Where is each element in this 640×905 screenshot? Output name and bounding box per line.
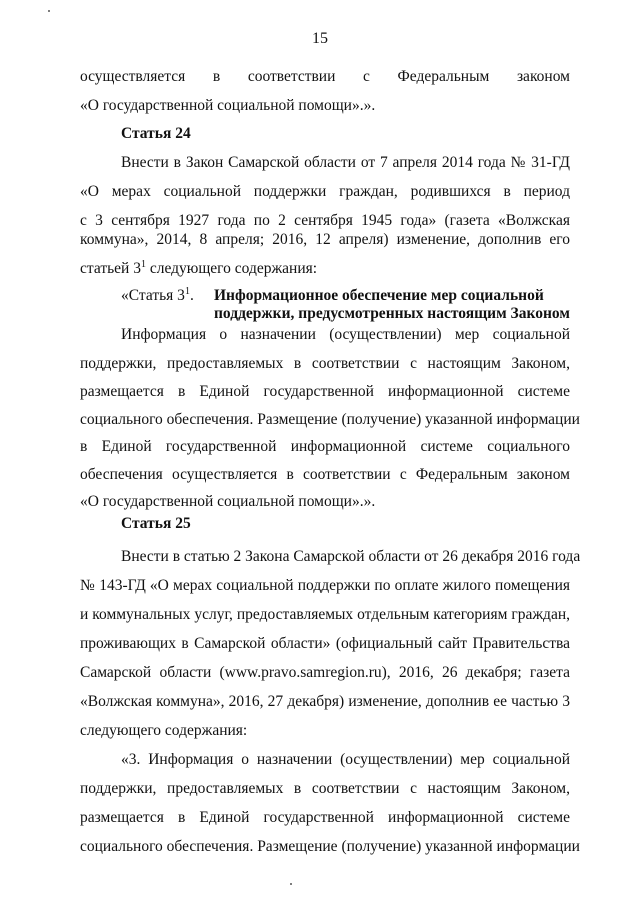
text-line: следующего содержания: (80, 722, 248, 739)
superscript: 1 (184, 285, 190, 297)
sub-article-title: Информационное обеспечение мер социальной (214, 287, 544, 304)
text-line: поддержки, предоставляемых в соответствии с настоящим Законом, (80, 780, 570, 797)
text-line (80, 260, 317, 278)
text-fragment: . (189, 287, 194, 304)
text-line: и коммунальных услуг, предоставляемых отдельным категориям граждан, (80, 606, 570, 623)
text-fragment: статьей 3 (80, 260, 141, 277)
text-line: размещается в Единой государственной информационной системе (80, 383, 570, 400)
article-heading: Статья 24 (121, 125, 191, 142)
sub-article-title: поддержки, предусмотренных настоящим Законом (214, 305, 570, 322)
text-fragment: «Статья 3 (121, 287, 185, 304)
text-line: размещается в Единой государственной информационной системе (80, 809, 570, 826)
superscript: 1 (140, 258, 146, 270)
text-line: «О государственной социальной помощи».». (80, 493, 376, 510)
text-line: социального обеспечения. Размещение (получение) указанной информации (80, 411, 580, 428)
text-line: коммуна», 2014, 8 апреля; 2016, 12 апреля) изменение, дополнив его (80, 231, 570, 248)
text-line: «О мерах социальной поддержки граждан, родившихся в период (80, 183, 570, 200)
text-line: «Волжская коммуна», 2016, 27 декабря) изменение, дополнив ее частью 3 (80, 693, 570, 710)
text-line: осуществляется в соответствии с Федеральным законом (80, 68, 570, 85)
text-line: Внести в Закон Самарской области от 7 апреля 2014 года № 31-ГД (121, 154, 570, 171)
page-number: 15 (312, 30, 328, 47)
text-line: социального обеспечения. Размещение (получение) указанной информации (80, 838, 580, 855)
text-line: с 3 сентября 1927 года по 2 сентября 1945 года» (газета «Волжская (80, 212, 570, 229)
text-line: «3. Информация о назначении (осуществлении) мер социальной (121, 751, 570, 768)
text-line: № 143-ГД «О мерах социальной поддержки по оплате жилого помещения (80, 577, 570, 594)
text-line: в Единой государственной информационной системе социального (80, 438, 570, 455)
text-fragment: следующего содержания: (145, 260, 318, 277)
scan-speck (290, 883, 292, 885)
text-line: «О государственной социальной помощи».». (80, 97, 376, 114)
text-line: проживающих в Самарской области» (официальный сайт Правительства (80, 635, 570, 652)
text-line: Внести в статью 2 Закона Самарской области от 26 декабря 2016 года (121, 548, 581, 565)
sub-article-label (121, 287, 194, 305)
scan-speck (48, 10, 50, 12)
text-line: поддержки, предоставляемых в соответствии с настоящим Законом, (80, 355, 570, 372)
text-line: обеспечения осуществляется в соответствии с Федеральным законом (80, 466, 570, 483)
article-heading: Статья 25 (121, 515, 191, 532)
text-line: Информация о назначении (осуществлении) мер социальной (121, 326, 570, 343)
text-line: Самарской области (www.pravo.samregion.ru), 2016, 26 декабря; газета (80, 664, 570, 681)
